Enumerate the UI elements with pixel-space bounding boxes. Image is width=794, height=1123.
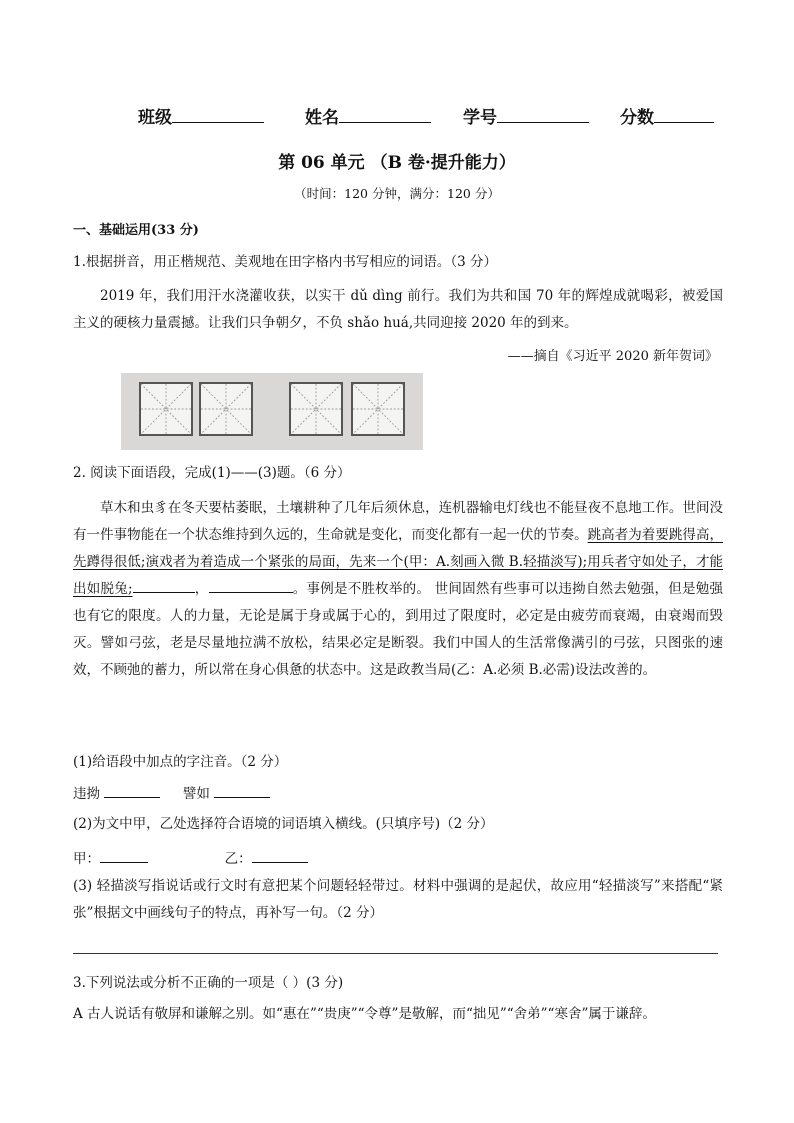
class-blank[interactable] [172, 104, 264, 123]
jia-blank[interactable] [100, 846, 148, 863]
class-field: 班级 [138, 103, 264, 128]
passage-part-a: 草木和虫豸在冬天要枯萎眠，土壤耕种了几年后须休息，连机器输电灯线也不能昼夜不息地工作。世间没有一件事物能在一个状态维持到久远的，生命就是变化，而变化都有一起一伏的节奏。 [73, 500, 723, 543]
score-field: 分数 [620, 103, 714, 128]
student-id-field: 学号 [463, 103, 589, 128]
sub-question-1: (1)给语段中加点的字注音。（2 分） [73, 754, 288, 770]
underlined-sentence: 跳高者为着要跳得高，先蹲得很低;演戏者为着造成一个紧张的局面，先来一个(甲：A.刻画入微 B.轻描淡写);用兵者守如处子，才能出如脱兔; [73, 527, 724, 597]
tian-grid-cell[interactable] [289, 382, 343, 436]
pinyin-blank-2[interactable] [214, 781, 270, 798]
tian-grid-cell[interactable] [139, 382, 193, 436]
question-3-option-a: A 古人说话有敬屏和谦解之别。如“惠在”“贵庚”“令尊”是敬解，而“拙见”“舍弟”“寒舍”属于谦辞。 [73, 1006, 656, 1022]
tian-grid-cell[interactable] [351, 382, 405, 436]
writing-grid-image [121, 373, 423, 450]
fill-blank-1[interactable] [133, 576, 195, 593]
question-2-prompt: 2. 阅读下面语段，完成(1)——(3)题。（6 分） [73, 465, 351, 481]
pinyin-blank-1[interactable] [104, 781, 160, 798]
sub-question-2-answers: 甲： 乙： [73, 846, 308, 867]
sub-question-2: (2)为文中甲，乙处选择符合语境的词语填入横线。(只填序号)（2 分） [73, 816, 494, 832]
question-2-passage: 草木和虫豸在冬天要枯萎眠，土壤耕种了几年后须休息，连机器输电灯线也不能昼夜不息地工作。世间没有一件事物能在一个状态维持到久远的，生命就是变化，而变化都有一起一伏的节奏。跳高者为着要跳得高，先蹲得很低;演戏者为着造成一个紧张的局面，先来一个(甲：A.刻画入微 B.轻描淡写);用兵者守如处子，才能出如脱兔; ， 。事例是不胜枚举的。 世间固然有些事可以违拗自然去勉强，但是勉强也有它的限度。人的力量，无论是属于身或属于心的，到用过了限度时，必定是由疲劳而衰竭，由衰竭而毁灭。譬如弓弦，老是尽量地拉满不放松，结果必定是断裂。我们中国人的生活常像满引的弓弦，只图张的速效，不顾弛的蓄力，所以常在身心俱惫的状态中。这是政教当局(乙：A.必须 B.必需)设法改善的。 [73, 500, 724, 678]
section-heading: 一、基础运用(33 分) [73, 223, 199, 238]
name-blank[interactable] [339, 104, 431, 123]
yi-blank[interactable] [252, 846, 308, 863]
passage-part-b: 。事例是不胜枚举的。 世间固然有些事可以违拗自然去勉强，但是勉强也有它的限度。人的力量，无论是属于身或属于心的，到用过了限度时，必定是由疲劳而衰竭，由衰竭而毁灭。譬如弓弦，老是尽量地拉满不放松，结果必定是断裂。我们中国人的生活常像满引的弓弦，只图张的速效，不顾弛的蓄力，所以常在身心俱惫的状态中。这是政教当局(乙：A.必须 B.必需)设法改善的。 [73, 581, 723, 678]
exam-title: 第 06 单元 （B 卷·提升能力） [278, 153, 516, 173]
exam-subtitle: （时间：120 分钟，满分：120 分） [294, 186, 500, 201]
sub-question-1-answers: 违拗 譬如 [73, 781, 270, 802]
fill-blank-2[interactable] [209, 576, 293, 593]
sub-question-3: (3) 轻描淡写指说话或行文时有意把某个问题轻轻带过。材料中强调的是起伏，故应用“轻描淡写”来搭配“紧张”根据文中画线句子的特点，再补写一句。（2 分） [73, 878, 723, 921]
tian-grid-cell[interactable] [199, 382, 253, 436]
answer-line[interactable] [73, 953, 718, 954]
question-1-passage: 2019 年，我们用汗水浇灌收获，以实干 dǔ dìng 前行。我们为共和国 70 年的辉煌成就喝彩，被爱国主义的硬核力量震撼。让我们只争朝夕，不负 shǎo huá,共同迎接 2020 年的到来。 [73, 288, 723, 331]
question-1-prompt: 1.根据拼音，用正楷规范、美观地在田字格内书写相应的词语。（3 分） [73, 254, 498, 270]
name-field: 姓名 [305, 103, 431, 128]
score-blank[interactable] [654, 104, 714, 123]
student-id-blank[interactable] [497, 104, 589, 123]
attribution: ——摘自《习近平 2020 新年贺词》 [507, 349, 718, 364]
question-3-prompt: 3.下列说法或分析不正确的一项是（ ）(3 分) [73, 975, 344, 991]
